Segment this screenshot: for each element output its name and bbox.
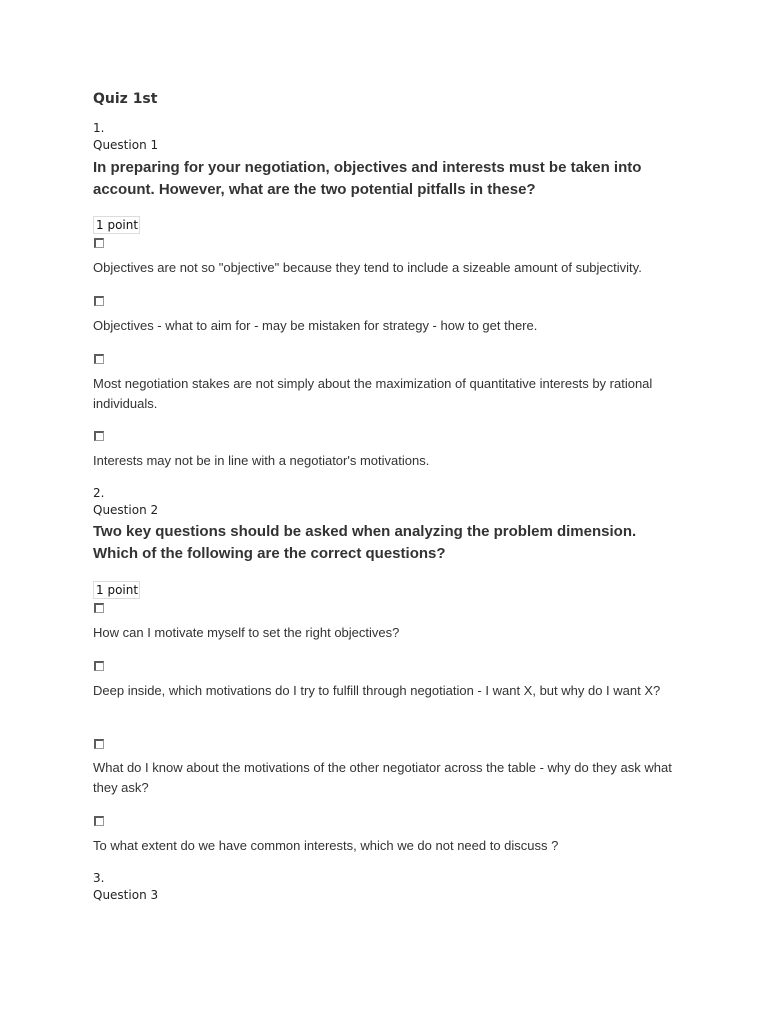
question-number: 2. [93, 486, 105, 500]
option-checkbox[interactable] [94, 238, 104, 248]
option-label: Objectives - what to aim for - may be mistaken for strategy - how to get there. [93, 318, 538, 333]
question-label: Question 3 [93, 888, 159, 902]
option-label: How can I motivate myself to set the right objectives? [93, 625, 400, 640]
question-text: Two key questions should be asked when analyzing the problem dimension. Which of the following are the correct questions? [93, 523, 637, 562]
question-text: In preparing for your negotiation, objectives and interests must be taken into account. However, what are the two potential pitfalls in these? [93, 159, 642, 198]
option-checkbox[interactable] [94, 603, 104, 613]
option-checkbox[interactable] [94, 354, 104, 364]
option-label: What do I know about the motivations of the other negotiator across the table - why do they ask what they ask? [93, 760, 672, 795]
option-label: Objectives are not so "objective" because they tend to include a sizeable amount of subjectivity. [93, 260, 642, 275]
points-badge: 1 point [93, 216, 140, 234]
points-badge: 1 point [93, 581, 140, 599]
option-label: Interests may not be in line with a negotiator's motivations. [93, 453, 430, 468]
question-number: 1. [93, 121, 105, 135]
option-checkbox[interactable] [94, 661, 104, 671]
option-checkbox[interactable] [94, 431, 104, 441]
option-checkbox[interactable] [94, 296, 104, 306]
page-title: Quiz 1st [93, 91, 158, 107]
question-label: Question 2 [93, 503, 159, 517]
option-label: Most negotiation stakes are not simply about the maximization of quantitative interests by rational individuals. [93, 376, 653, 411]
question-label: Question 1 [93, 138, 159, 152]
option-checkbox[interactable] [94, 816, 104, 826]
option-label: Deep inside, which motivations do I try to fulfill through negotiation - I want X, but why do I want X? [93, 683, 661, 698]
option-label: To what extent do we have common interests, which we do not need to discuss ? [93, 838, 559, 853]
option-checkbox[interactable] [94, 739, 104, 749]
question-number: 3. [93, 871, 105, 885]
